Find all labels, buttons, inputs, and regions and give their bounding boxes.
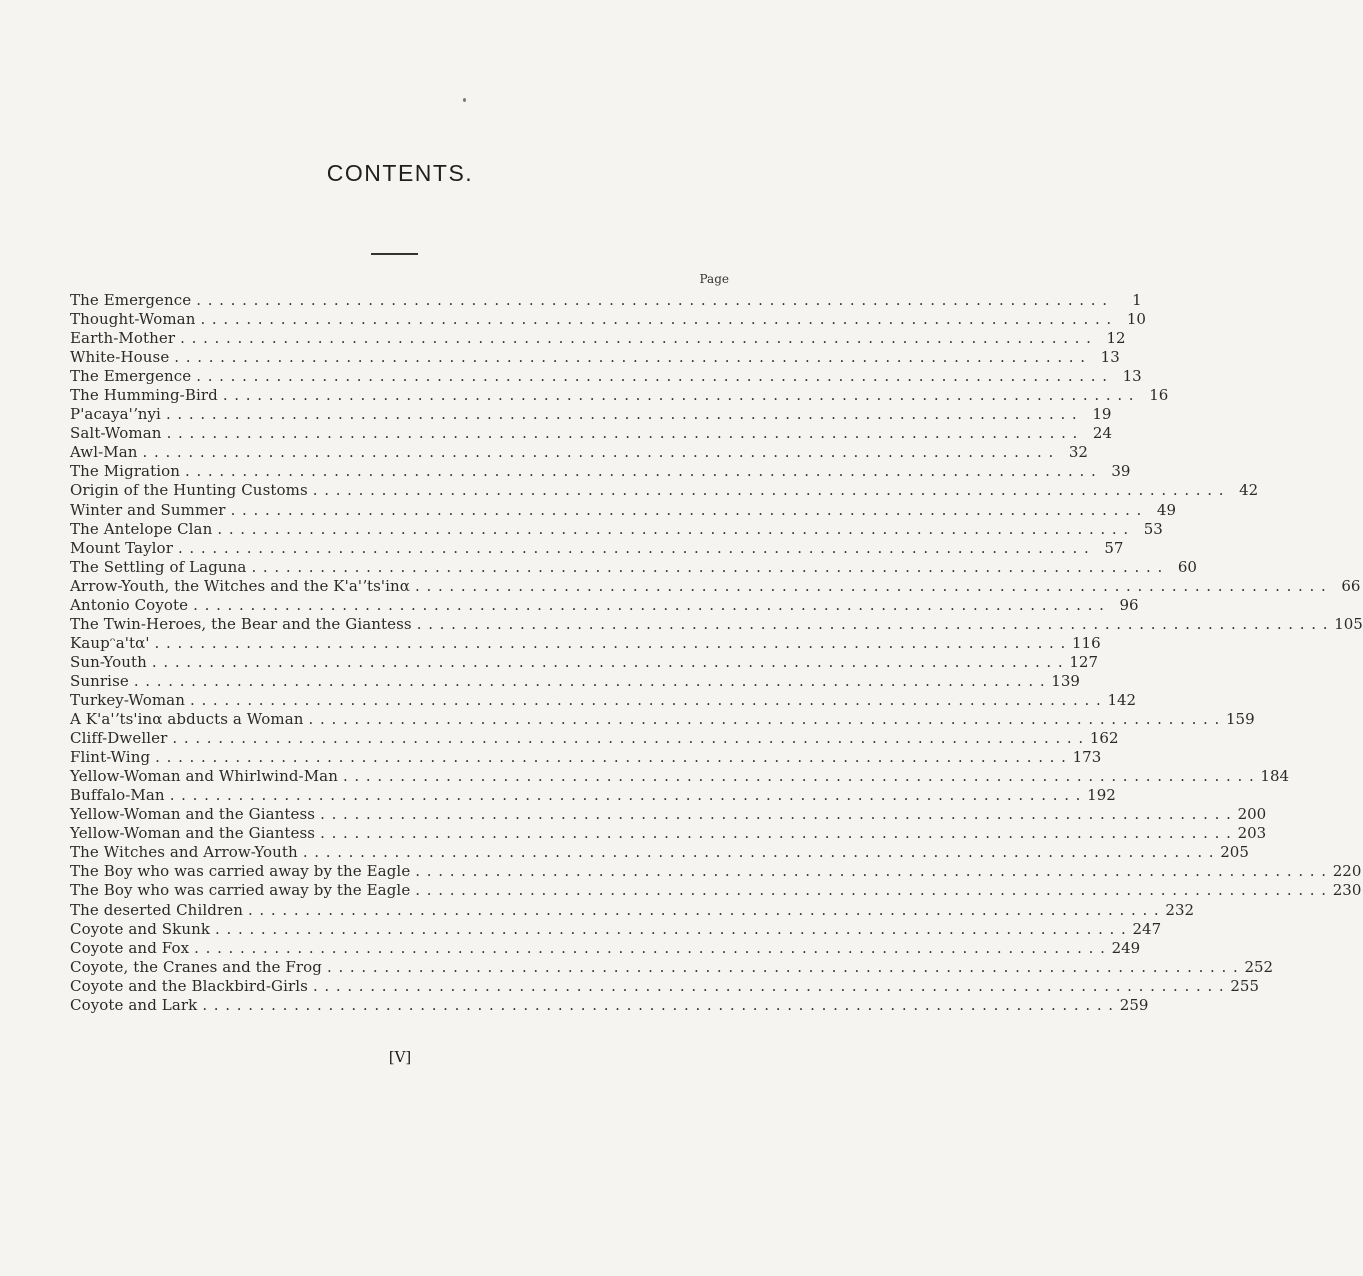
toc-entry-title: Yellow-Woman and Whirlwind-Man [70,767,338,786]
toc-entry-page: 96 [1119,595,1139,614]
toc-entry-title: Turkey-Woman [70,690,185,709]
toc-entry [70,881,1362,900]
toc-entry-page: 142 [1107,690,1137,709]
toc-entry-page: 42 [1239,481,1259,500]
toc-entry-page: 60 [1177,557,1197,576]
title-rule [371,253,418,255]
toc-entry-page: 232 [1165,900,1195,919]
toc-entry-title: A K'a'ʼts'inα abducts a Woman [70,710,304,729]
toc-entry [70,976,1260,996]
dot-leader: ................................................................................ [200,310,1118,329]
toc-entry-title: Cliff-Dweller [70,729,168,748]
toc-entry-page: 255 [1230,976,1260,995]
toc-entry-title: Earth-Mother [70,329,176,348]
toc-entry-title: The Humming-Bird [70,386,218,405]
dot-leader: ................................................................................ [215,919,1133,938]
toc-entry-page: 105 [1334,614,1363,633]
toc-entry [70,291,1142,310]
toc-entry-page: 49 [1156,500,1177,519]
toc-entry-title: The Boy who was carried away by the Eagle [70,881,411,900]
toc-entry-page: 13 [1100,348,1120,367]
dot-leader: ................................................................................ [320,824,1238,843]
dot-leader: ................................................................................ [320,805,1238,824]
toc-entry [70,938,1141,958]
toc-entry-page: 162 [1089,729,1119,748]
toc-entry-title: The Antelope Clan [70,519,213,538]
toc-entry-page: 230 [1332,881,1362,900]
toc-entry [70,367,1142,386]
dot-leader: ................................................................................ [312,481,1231,500]
dot-leader: ................................................................................ [196,291,1114,309]
toc-entry-page: 12 [1106,329,1126,348]
toc-entry [70,462,1131,481]
toc-entry-page: 127 [1069,652,1098,671]
toc-entry-title: Awl-Man [70,443,138,462]
toc-entry-title: Winter and Summer [70,500,226,519]
toc-entry-page: 1 [1132,291,1142,309]
toc-entry-title: Sun-Youth [70,652,147,671]
toc-entry-title: Thought-Woman [70,310,196,329]
toc-entry-title: Yellow-Woman and the Giantess [70,824,316,843]
toc-entry-page: 252 [1244,957,1274,976]
toc-entry-page: 139 [1051,671,1080,690]
toc-entry-page: 16 [1149,386,1169,405]
toc-entry [70,614,1363,634]
toc-entry-title: The Emergence [70,367,192,386]
toc-entry [70,310,1146,329]
toc-entry [70,995,1149,1015]
toc-entry [70,481,1259,500]
toc-entry-page: 247 [1132,919,1162,938]
toc-entry-title: The Migration [70,462,180,481]
dot-leader: ................................................................................ [151,652,1070,671]
toc-entry-page: 159 [1226,710,1255,729]
dot-leader: ................................................................................ [342,767,1261,786]
toc-entry [70,900,1195,920]
toc-entry-title: Antonio Coyote [70,595,189,614]
toc-entry [70,786,1116,805]
toc-entry [70,405,1112,424]
toc-entry-page: 200 [1237,805,1267,824]
toc-entry-title: Mount Taylor [70,538,173,557]
toc-entry-title: Kaupᵔa'tα' [70,633,150,652]
dot-leader: ................................................................................ [247,900,1166,919]
table-of-contents [70,291,1363,1015]
toc-entry-title: Coyote, the Cranes and the Frog [70,957,322,976]
toc-entry-page: 57 [1104,538,1124,557]
toc-entry-page: 53 [1143,519,1163,538]
toc-entry [70,652,1098,672]
toc-entry-page: 19 [1092,405,1112,424]
dot-leader: ................................................................................ [185,462,1103,481]
toc-entry [70,519,1163,539]
dot-leader: ................................................................................ [194,938,1112,957]
toc-entry [70,500,1177,520]
toc-entry [70,729,1119,748]
toc-entry-title: The Emergence [70,291,192,309]
toc-entry [70,919,1162,939]
toc-entry-title: Coyote and Fox [70,938,190,957]
dot-leader: ................................................................................ [180,329,1098,348]
toc-entry-title: The deserted Children [70,900,243,919]
toc-entry [70,424,1113,443]
toc-entry-page: 203 [1237,824,1267,843]
toc-entry-title: The Settling of Laguna [70,557,247,576]
dot-leader: ................................................................................ [193,595,1111,614]
dot-leader: ................................................................................ [251,557,1169,576]
toc-entry [70,957,1274,977]
toc-entry-title: White-House [70,348,170,367]
toc-entry-title: Buffalo-Man [70,786,165,805]
toc-entry-page: 13 [1122,367,1142,386]
page-column-label: Page [699,272,729,286]
dot-leader: ................................................................................ [174,348,1092,367]
toc-entry-title: The Twin-Heroes, the Bear and the Giantess [70,614,412,633]
toc-entry-title: P'acaya'ʼnyi [70,405,161,424]
dot-leader: ................................................................................ [169,786,1088,805]
page-folio: [V] [388,1048,412,1066]
dot-leader: ................................................................................ [155,748,1073,767]
toc-entry [70,576,1361,596]
dot-leader: ................................................................................ [415,862,1333,881]
dot-leader: ................................................................................ [222,386,1141,405]
toc-entry [70,767,1290,786]
toc-entry-page: 220 [1332,862,1362,881]
dot-leader: ................................................................................ [154,633,1072,652]
dot-leader: ................................................................................ [327,957,1245,976]
toc-entry-title: The Witches and Arrow-Youth [70,843,298,862]
toc-entry-title: Yellow-Woman and the Giantess [70,805,316,824]
dot-leader: ................................................................................ [416,614,1335,633]
toc-entry-title: Coyote and the Blackbird-Girls [70,976,308,995]
toc-entry-title: Origin of the Hunting Customs [70,481,308,500]
toc-entry [70,748,1102,767]
toc-entry-page: 259 [1119,995,1149,1014]
dot-leader: ................................................................................ [172,729,1090,748]
toc-entry-title: Arrow-Youth, the Witches and the K'a'ʼts'inα [70,576,411,595]
toc-entry [70,824,1267,843]
dot-leader: ................................................................................ [165,405,1084,424]
toc-entry-title: Salt-Woman [70,424,162,443]
page-title: CONTENTS. [326,160,474,186]
dot-leader: ................................................................................ [142,443,1060,462]
toc-entry-page: 192 [1087,786,1116,805]
toc-entry-title: Coyote and Lark [70,995,198,1014]
toc-entry-page: 66 [1341,576,1361,595]
toc-entry [70,710,1255,729]
dot-leader: ................................................................................ [189,690,1108,709]
toc-entry-page: 184 [1260,767,1290,786]
toc-entry-title: The Boy who was carried away by the Eagle [70,862,411,881]
toc-entry-page: 116 [1072,633,1101,652]
toc-entry-title: Flint-Wing [70,748,151,767]
dot-leader: ................................................................................ [166,424,1085,443]
toc-entry-page: 39 [1111,462,1131,481]
toc-entry-page: 32 [1068,443,1088,462]
toc-entry [70,671,1080,691]
toc-entry [70,538,1124,558]
toc-entry [70,348,1120,367]
toc-entry [70,557,1197,577]
dot-leader: ................................................................................ [202,995,1120,1014]
dot-leader: ................................................................................ [177,538,1096,557]
toc-entry [70,843,1249,862]
toc-entry-page: 173 [1072,748,1102,767]
toc-entry [70,690,1137,710]
dot-leader: ................................................................................ [196,367,1114,386]
toc-entry-page: 249 [1111,938,1141,957]
toc-entry-page: 205 [1220,843,1249,862]
toc-entry [70,633,1101,653]
dot-leader: ................................................................................ [133,671,1052,690]
dot-leader: ................................................................................ [230,500,1149,519]
dot-leader: ................................................................................ [415,881,1333,900]
toc-entry [70,805,1267,824]
toc-entry [70,443,1088,462]
dot-leader: ................................................................................ [312,976,1231,995]
dot-leader: ................................................................................ [302,843,1221,862]
toc-entry-title: Sunrise [70,671,129,690]
dot-leader: ................................................................................ [308,710,1226,729]
paper-speck [463,98,466,102]
toc-entry [70,329,1126,348]
toc-entry [70,862,1362,881]
toc-entry-page: 24 [1092,424,1113,443]
dot-leader: ................................................................................ [415,576,1333,595]
dot-leader: ................................................................................ [217,519,1135,538]
toc-entry [70,595,1139,615]
toc-entry-page: 10 [1126,310,1146,329]
toc-entry [70,386,1169,405]
toc-entry-title: Coyote and Skunk [70,919,211,938]
